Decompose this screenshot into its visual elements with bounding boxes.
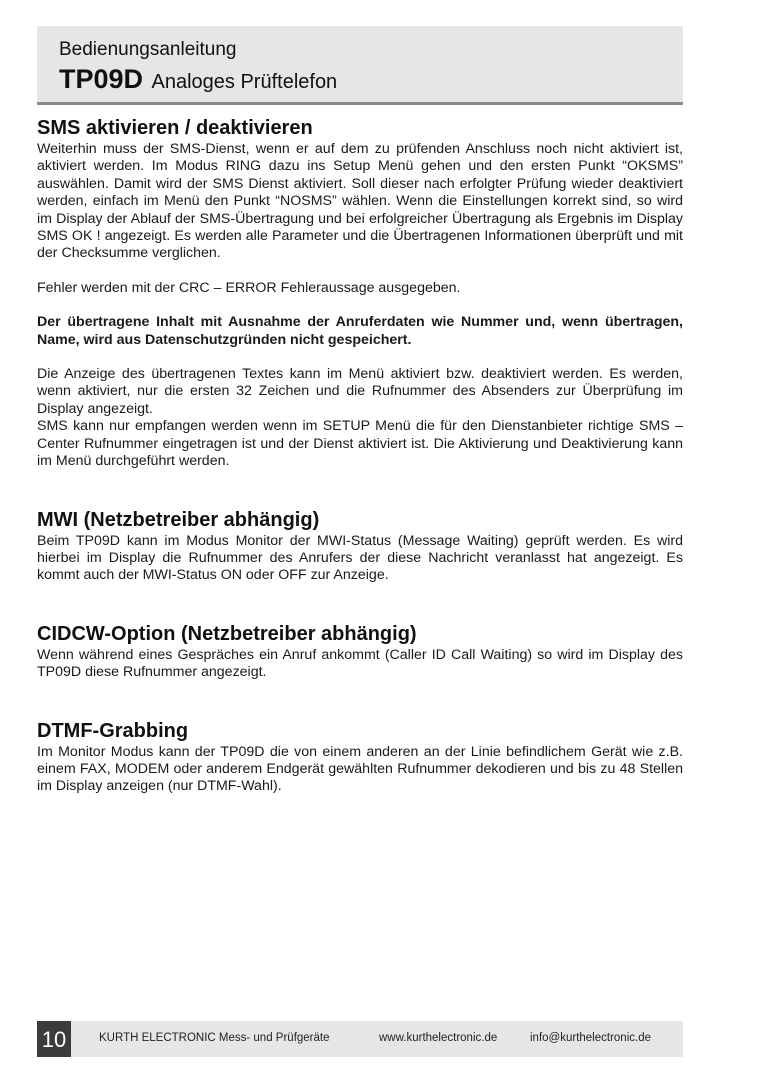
page-header [37, 26, 683, 105]
footer-company: KURTH ELECTRONIC Mess- und Prüfgeräte [99, 1032, 330, 1044]
section-heading-dtmf: DTMF-Grabbing [37, 719, 189, 742]
paragraph: SMS kann nur empfangen werden wenn im SETUP Menü die für den Dienstanbieter richtige SMS – Center Rufnummer eingetragen ist und der Dienst aktiviert ist. Die Aktivierung und Deaktivierung kann im Menü durchgeführt werden. [37, 418, 683, 470]
section-sms [37, 116, 683, 471]
paragraph: Beim TP09D kann im Modus Monitor der MWI-Status (Message Waiting) geprüft werden. Es wird hierbei im Display die Rufnummer des Anrufers der diese Nachricht veranlasst hat angezeigt. Es kommt auch der MWI-Status ON oder OFF zur Anzeige. [37, 532, 683, 584]
model-name: TP09D [59, 64, 144, 94]
paragraph: Die Anzeige des übertragenen Textes kann im Menü aktiviert bzw. deaktiviert werden. Es werden, wenn aktiviert, nur die ersten 32 Zeichen und die Rufnummer des Absenders zur Überprüfung im Display angezeigt. [37, 366, 683, 417]
paragraph: Fehler werden mit der CRC – ERROR Fehleraussage ausgegeben. [37, 279, 461, 296]
footer-website[interactable]: www.kurthelectronic.de [379, 1032, 498, 1044]
section-heading-cidcw: CIDCW-Option (Netzbetreiber abhängig) [37, 622, 417, 645]
privacy-notice: Der übertragene Inhalt mit Ausnahme der Anruferdaten wie Nummer und, wenn übertragen, Name, wird aus Datenschutzgründen nicht gespeichert. [37, 314, 683, 348]
section-mwi [37, 508, 683, 585]
paragraph: Im Monitor Modus kann der TP09D die von einem anderen an der Linie befindlichem Gerät wie z.B. einem FAX, MODEM oder anderem Endgerät gewählten Rufnummer dekodieren und bis zu 48 Stellen im Display anzeigen (nur DTMF-Wahl). [37, 743, 683, 795]
section-heading-mwi: MWI (Netzbetreiber abhängig) [37, 508, 320, 531]
page-footer [37, 1021, 683, 1057]
section-dtmf [37, 719, 683, 796]
page-content [37, 116, 683, 796]
page-number: 10 [37, 1021, 71, 1057]
paragraph: Wenn während eines Gespräches ein Anruf ankommt (Caller ID Call Waiting) so wird im Display des TP09D diese Rufnummer angezeigt. [37, 646, 683, 681]
paragraph: Weiterhin muss der SMS-Dienst, wenn er auf dem zu prüfenden Anschluss noch nicht aktiviert ist, aktiviert werden. Im Modus RING dazu ins Setup Menü gehen und den ersten Punkt “OKSMS” auswählen. Damit wird der SMS Dienst aktiviert. Soll dieser nach erfolgter Prüfung wieder deaktiviert werden, einfach im Menü den Punkt “NOSMS” wählen. Wenn die Einstellungen korrekt sind, so wird im Display der Ablauf der SMS-Übertragung und bei erfolgreicher Übertragung als Ergebnis im Display SMS OK ! angezeigt. Es werden alle Parameter und die Übertragenen Informationen überprüft und mit der Checksumme verglichen. [37, 141, 683, 262]
header-subtitle: Bedienungsanleitung [59, 39, 237, 60]
section-cidcw [37, 622, 683, 682]
model-description: Analoges Prüftelefon [151, 71, 338, 93]
section-heading-sms: SMS aktivieren / deaktivieren [37, 117, 313, 139]
footer-email[interactable]: info@kurthelectronic.de [530, 1032, 651, 1044]
header-title [59, 64, 337, 95]
